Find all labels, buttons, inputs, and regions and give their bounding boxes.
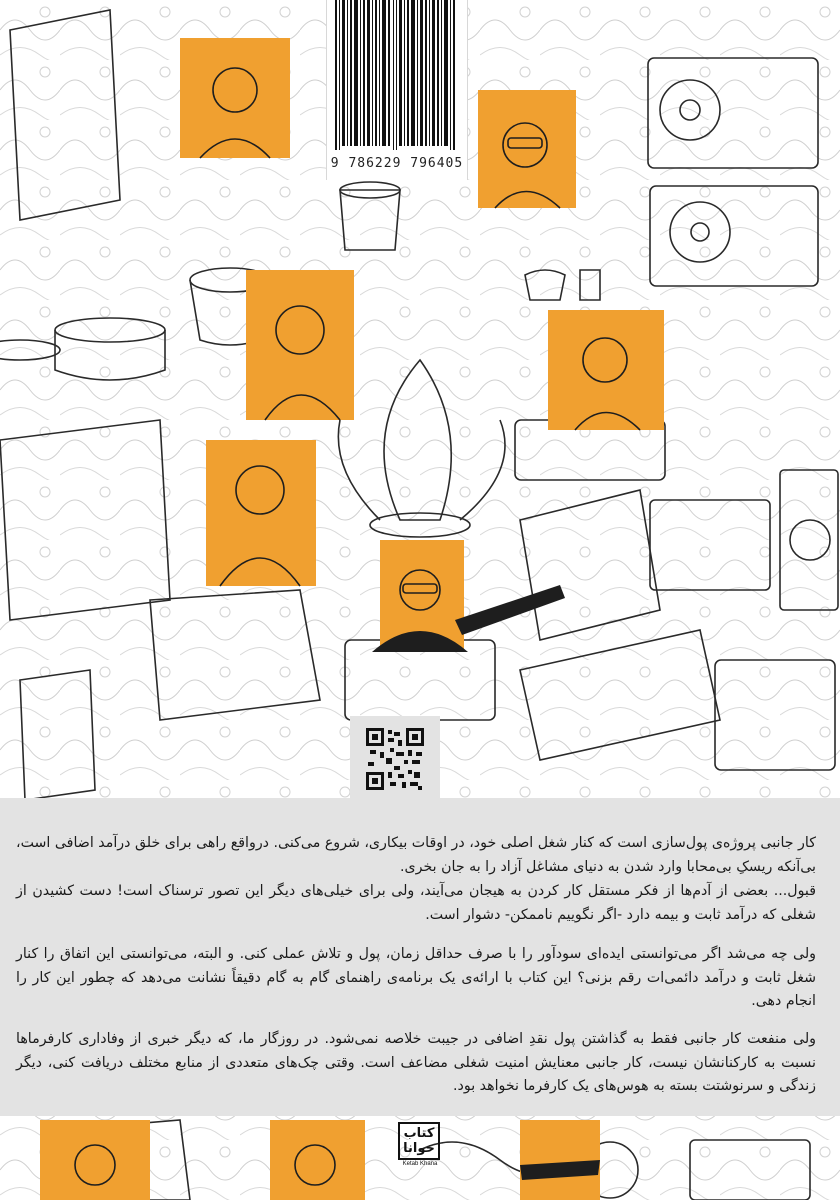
publisher-logo-line-1: کتاب [403,1126,435,1141]
isbn-barcode [326,0,468,180]
blurb-paragraph-1: کار جانبی پروژه‌ی پول‌سازی است که کنار شغل اصلی خود، در اوقات بیکاری، شروع می‌کنی. درواقع راهی برای خلق درآمد اضافی است، بی‌آنکه ریسکِ بی‌محابا وارد شدن به دنیای مشاغل آزاد را به جان بخری. [16,835,816,875]
publisher-logo-box [398,1122,440,1160]
publisher-logo-latin: Ketab Khana [402,1161,438,1167]
blurb-paragraph-3: ولی چه می‌شد اگر می‌توانستی ایده‌ای سودآور را با صرف حداقل زمان، پول و تلاش عملی کنی. و البته، می‌توانستی این اتفاق را کنار شغل ثابت و درآمد دائمی‌ات رقم بزنی؟ این کتاب با ارائه‌ی یک برنامه‌ی راهنمای گام به گام دقیقاً نشانت می‌دهد که چطور این کار را انجام دهی. [16,946,816,1010]
blurb-paragraph-4: ولی منفعت کار جانبی فقط به گذاشتن پول نقدِ اضافی در جیبت خلاصه نمی‌شود. در روزگار ما، که دیگر خبری از وفاداری کارفرماها نسبت به کارکنانشان نیست، کار جانبی معنایش امنیت شغلی مضاعف است. وقتی چک‌های متعددی از منابع مختلف دریافت کنی، دیگر زندگی و سرنوشتت بسته به هوس‌های یک کارفرما نخواهد بود. [16,1031,816,1095]
publisher-logo [398,1122,442,1166]
barcode-bars [333,0,461,150]
qr-code [350,716,440,800]
isbn-number: 9 786229 796405 [330,156,464,171]
publisher-logo-line-2: خوانا [403,1141,435,1156]
qr-code-icon [366,728,424,790]
blurb-paragraph-2: قبول... بعضی از آدم‌ها از فکر مستقل کار کردن به هیجان می‌آیند، ولی برای خیلی‌های دیگر این تصور ترسناک است! دست کشیدن از شغلی که درآمد ثابت و بیمه دارد -اگر نگوییم ناممکن- دشوار است. [16,883,816,923]
